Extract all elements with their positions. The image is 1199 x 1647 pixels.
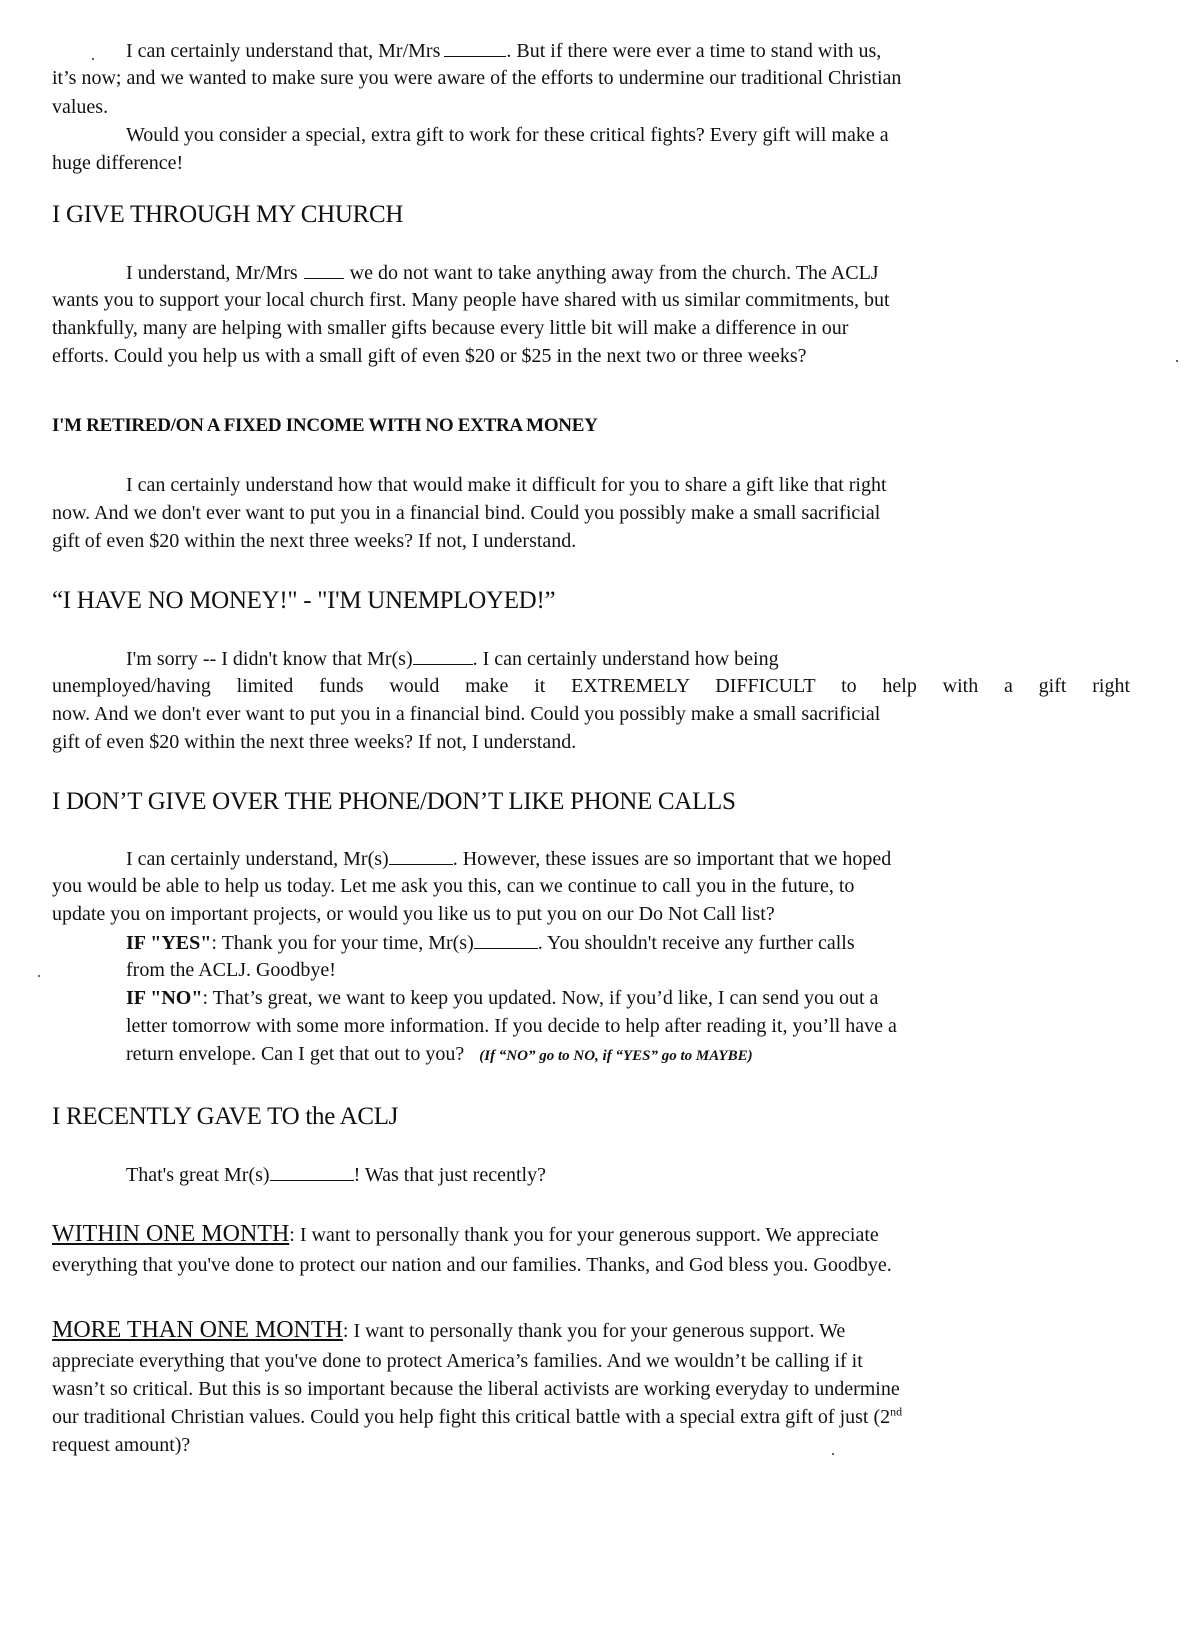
intro-text: . But if there were ever a time to stand with us,: [506, 40, 882, 62]
recent-text: : I want to personally thank you for your generous support. We appreciate: [289, 1224, 879, 1246]
phone-text: : Thank you for your time, Mr(s): [211, 932, 474, 954]
more-month-line-4: [52, 1405, 902, 1429]
phone-if-yes-line-2: from the ACLJ. Goodbye!: [126, 959, 336, 981]
scan-speck: [832, 1453, 834, 1455]
intro-line-4: Would you consider a special, extra gift to work for these critical fights? Every gift will make a: [126, 124, 889, 146]
recent-line-1: [126, 1162, 546, 1187]
routing-note: (If “NO” go to NO, if “YES” go to MAYBE): [479, 1048, 753, 1064]
within-month-line-1: [52, 1222, 879, 1247]
if-no-label: IF "NO": [126, 987, 203, 1009]
phone-text: . However, these issues are so important that we hoped: [452, 848, 892, 870]
section-heading-no-money: “I HAVE NO MONEY!" - "I'M UNEMPLOYED!”: [52, 587, 556, 614]
intro-line-2: it’s now; and we wanted to make sure you were aware of the efforts to undermine our traditional Christian: [52, 67, 902, 89]
church-line-2: wants you to support your local church first. Many people have shared with us similar commitments, but: [52, 289, 890, 311]
within-month-line-2: everything that you've done to protect our nation and our families. Thanks, and God bless you. Goodbye.: [52, 1254, 892, 1276]
more-month-line-5: request amount)?: [52, 1434, 191, 1456]
recent-text: That's great Mr(s): [126, 1164, 270, 1186]
if-yes-label: IF "YES": [126, 932, 212, 954]
name-blank: [304, 260, 344, 279]
recent-text: ! Was that just recently?: [353, 1164, 546, 1186]
nomoney-line-3: now. And we don't ever want to put you in a financial bind. Could you possibly make a small sacrificial: [52, 703, 881, 725]
nomoney-line-1: [126, 646, 1130, 671]
name-blank: [389, 846, 453, 865]
nomoney-text: . I can certainly understand how being: [472, 648, 779, 670]
name-blank: [270, 1162, 354, 1181]
nomoney-text: I'm sorry -- I didn't know that Mr(s): [126, 648, 413, 670]
phone-line-2: you would be able to help us today. Let me ask you this, can we continue to call you in the future, to: [52, 875, 855, 897]
phone-text: I can certainly understand, Mr(s): [126, 848, 389, 870]
church-line-4: efforts. Could you help us with a small gift of even $20 or $25 in the next two or three weeks?: [52, 345, 807, 367]
phone-if-no: [126, 986, 878, 1010]
recent-text: our traditional Christian values. Could you help fight this critical battle with a special extra gift of just (2: [52, 1406, 891, 1428]
section-heading-phone: I DON’T GIVE OVER THE PHONE/DON’T LIKE PHONE CALLS: [52, 788, 736, 815]
more-month-line-2: appreciate everything that you've done to protect America’s families. And we wouldn’t be calling if it: [52, 1350, 863, 1372]
more-than-one-month-label: MORE THAN ONE MONTH: [52, 1317, 343, 1343]
scan-speck: [38, 975, 40, 977]
name-blank: [413, 646, 473, 665]
within-one-month-label: WITHIN ONE MONTH: [52, 1221, 290, 1247]
phone-if-no-line-2: letter tomorrow with some more information. If you decide to help after reading it, you’ll have a: [126, 1015, 897, 1037]
phone-if-no-line-3: [126, 1042, 753, 1068]
intro-text: I can certainly understand that, Mr/Mrs: [126, 40, 441, 62]
church-text: I understand, Mr/Mrs: [126, 262, 298, 284]
phone-text: . You shouldn't receive any further calls: [537, 932, 855, 954]
phone-if-yes: [126, 930, 855, 955]
intro-line-5: huge difference!: [52, 152, 184, 174]
phone-line-3: update you on important projects, or would you like us to put you on our Do Not Call list?: [52, 903, 775, 925]
scan-speck: [92, 58, 94, 60]
church-text: we do not want to take anything away from the church. The ACLJ: [349, 262, 879, 284]
phone-line-1: [126, 846, 891, 871]
name-blank: [474, 930, 538, 949]
retired-line-3: gift of even $20 within the next three weeks? If not, I understand.: [52, 530, 577, 552]
intro-line-3: values.: [52, 96, 109, 118]
phone-text: : That’s great, we want to keep you updated. Now, if you’d like, I can send you out a: [202, 987, 879, 1009]
nomoney-line-2: unemployed/having limited funds would make it EXTREMELY DIFFICULT to help with a gift right: [52, 675, 1130, 697]
name-blank: [444, 38, 506, 57]
scan-speck: [1176, 360, 1178, 362]
retired-line-2: now. And we don't ever want to put you in a financial bind. Could you possibly make a small sacrificial: [52, 502, 881, 524]
section-heading-recent: I RECENTLY GAVE TO the ACLJ: [52, 1103, 399, 1130]
nomoney-line-4: gift of even $20 within the next three weeks? If not, I understand.: [52, 731, 577, 753]
church-line-3: thankfully, many are helping with smaller gifts because every little bit will make a difference in our: [52, 317, 849, 339]
phone-text: return envelope. Can I get that out to you?: [126, 1043, 465, 1065]
intro-line-1: [126, 38, 881, 63]
ordinal-suffix: nd: [890, 1404, 903, 1419]
church-line-1: [126, 260, 879, 285]
more-month-line-3: wasn’t so critical. But this is so important because the liberal activists are working everyday to undermine: [52, 1378, 900, 1400]
recent-text: : I want to personally thank you for your generous support. We: [342, 1320, 846, 1342]
section-heading-retired: I'M RETIRED/ON A FIXED INCOME WITH NO EXTRA MONEY: [52, 415, 598, 436]
retired-line-1: I can certainly understand how that would make it difficult for you to share a gift like that right: [126, 474, 887, 496]
section-heading-church: I GIVE THROUGH MY CHURCH: [52, 201, 404, 228]
more-month-line-1: [52, 1318, 845, 1343]
